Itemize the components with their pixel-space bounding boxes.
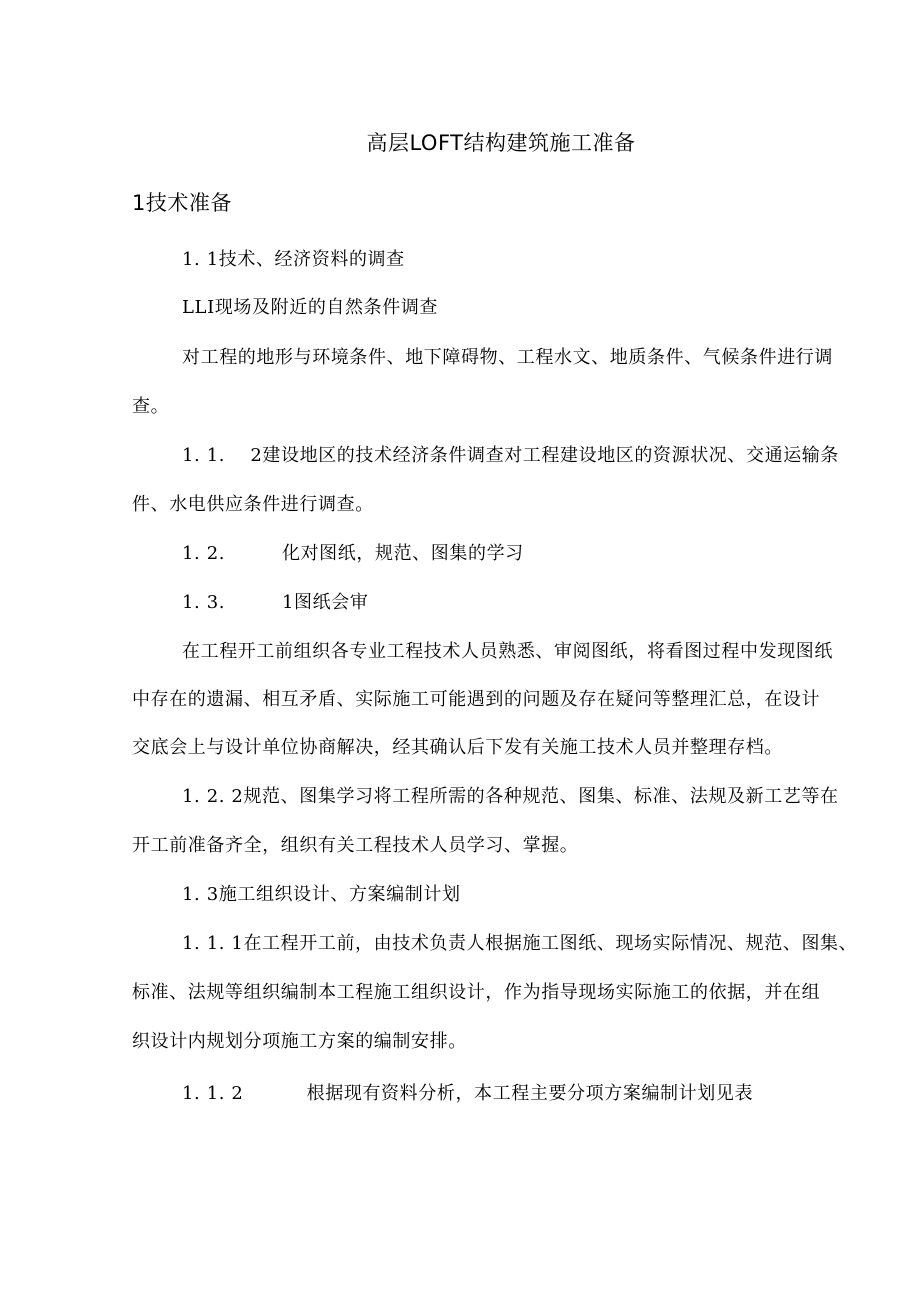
subsection-heading: 1. 3施工组织设计、方案编制计划: [182, 884, 461, 905]
paragraph-line: 对工程的地形与环境条件、地下障碍物、工程水文、地质条件、气候条件进行调: [182, 347, 833, 368]
paragraph-line: 1. 1. 1在工程开工前，由技术负责人根据施工图纸、现场实际情况、规范、图集、: [182, 933, 858, 954]
subsection-heading: 1. 2. 化对图纸，规范、图集的学习: [182, 543, 524, 564]
paragraph-line: 交底会上与设计单位协商解决，经其确认后下发有关施工技术人员并整理存档。: [132, 737, 783, 758]
subsection-heading: LLI现场及附近的自然条件调查: [182, 297, 439, 318]
paragraph-line: 1. 2. 2规范、图集学习将工程所需的各种规范、图集、标准、法规及新工艺等在: [182, 786, 839, 807]
subsection-heading: 1. 1技术、经济资料的调查: [182, 249, 405, 270]
paragraph-line: 织设计内规划分项施工方案的编制安排。: [132, 1031, 467, 1052]
subsection-heading: 1. 3. 1图纸会审: [182, 592, 369, 613]
paragraph-line: 中存在的遗漏、相互矛盾、实际施工可能遇到的问题及存在疑问等整理汇总，在设计: [132, 689, 821, 710]
paragraph-line: 1. 1. 2 根据现有资料分析，本工程主要分项方案编制计划见表: [182, 1083, 754, 1104]
document-title: 高层LOFT结构建筑施工准备: [366, 131, 636, 155]
paragraph-line: 件、水电供应条件进行调查。: [132, 494, 374, 515]
paragraph-line: 开工前准备齐全，组织有关工程技术人员学习、掌握。: [132, 835, 579, 856]
paragraph-line: 在工程开工前组织各专业工程技术人员熟悉、审阅图纸，将看图过程中发现图纸: [182, 641, 833, 662]
paragraph-line: 标准、法规等组织编制本工程施工组织设计，作为指导现场实际施工的依据，并在组: [132, 982, 821, 1003]
section-heading: 1技术准备: [132, 191, 232, 215]
paragraph-line: 查。: [132, 396, 170, 417]
paragraph-line: 1. 1. 2建设地区的技术经济条件调查对工程建设地区的资源状况、交通运输条: [182, 445, 840, 466]
